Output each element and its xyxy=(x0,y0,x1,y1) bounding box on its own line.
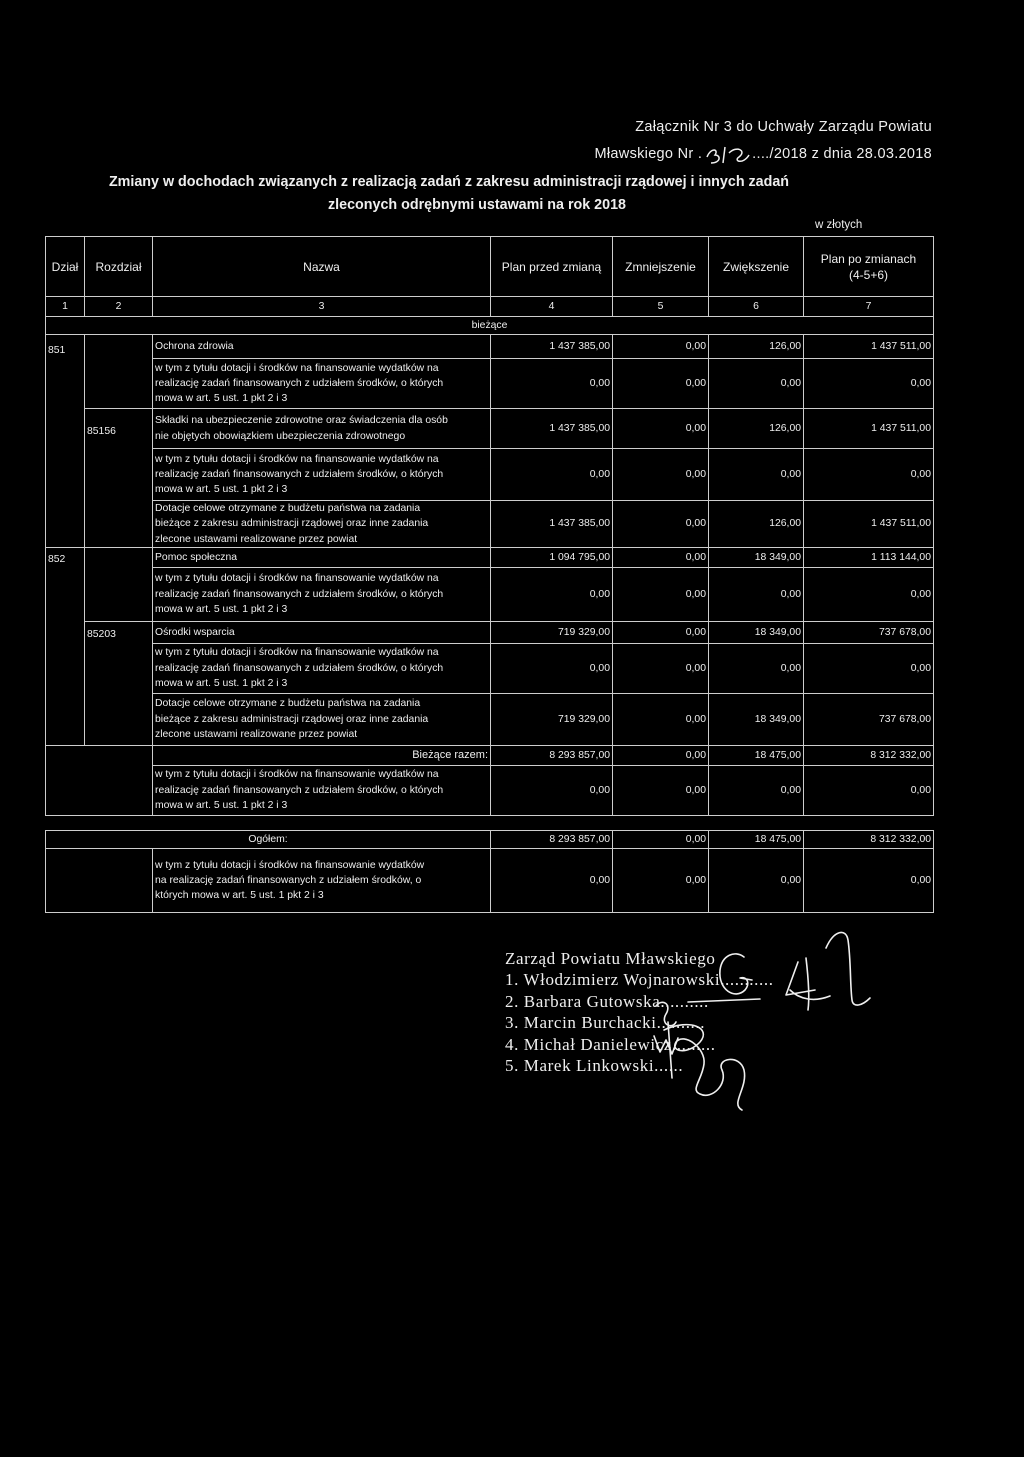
cell-zwiekszenie: 18 349,00 xyxy=(709,621,804,643)
cell-zwiekszenie: 18 475,00 xyxy=(709,831,804,849)
cell-plan-po: 8 312 332,00 xyxy=(804,831,934,849)
cell-zmniejszenie: 0,00 xyxy=(613,621,709,643)
cell-plan-po: 0,00 xyxy=(804,449,934,501)
title-line-1: Zmiany w dochodach związanych z realizacją zadań z zakresu administracji rządowej i innych zadań xyxy=(108,174,790,190)
cell-plan-przed: 1 094 795,00 xyxy=(491,547,613,567)
header-dzial: Dział xyxy=(46,237,85,297)
cell-zwiekszenie: 0,00 xyxy=(709,359,804,409)
cell-plan-przed: 719 329,00 xyxy=(491,693,613,745)
cell-rozdzial xyxy=(85,335,153,409)
cell-plan-przed: 0,00 xyxy=(491,359,613,409)
cell-plan-po: 1 437 511,00 xyxy=(804,335,934,359)
cell-nazwa: Dotacje celowe otrzymane z budżetu państwa na zadania bieżące z zakresu administracji rządowej oraz inne zadania zlecone ustawami realizowane przez powiat xyxy=(153,693,491,745)
cell-empty xyxy=(46,849,153,913)
column-number: 4 xyxy=(491,297,613,317)
cell-zmniejszenie: 0,00 xyxy=(613,745,709,765)
cell-zwiekszenie: 18 349,00 xyxy=(709,693,804,745)
section-label: bieżące xyxy=(46,317,934,335)
grand-total-row xyxy=(46,831,934,849)
cell-zwiekszenie: 0,00 xyxy=(709,643,804,693)
cell-zwiekszenie: 0,00 xyxy=(709,765,804,815)
table-row xyxy=(46,567,934,621)
cell-nazwa: w tym z tytułu dotacji i środków na finansowanie wydatków na realizację zadań finansowanych z udziałem środków, o których mowa w art. 5 ust. 1 pkt 2 i 3 xyxy=(153,643,491,693)
column-numbers-row xyxy=(46,297,934,317)
cell-dzial: 851 xyxy=(46,335,85,548)
table-row xyxy=(46,621,934,643)
cell-plan-po: 0,00 xyxy=(804,567,934,621)
cell-plan-przed: 0,00 xyxy=(491,849,613,913)
cell-plan-przed: 0,00 xyxy=(491,765,613,815)
table-row xyxy=(46,359,934,409)
cell-zwiekszenie: 0,00 xyxy=(709,449,804,501)
cell-nazwa: Dotacje celowe otrzymane z budżetu państwa na zadania bieżące z zakresu administracji rządowej oraz inne zadania zlecone ustawami realizowane przez powiat xyxy=(153,501,491,548)
cell-plan-przed: 0,00 xyxy=(491,643,613,693)
column-number: 1 xyxy=(46,297,85,317)
table-row xyxy=(46,409,934,449)
cell-plan-przed: 8 293 857,00 xyxy=(491,831,613,849)
subtotal-row xyxy=(46,745,934,765)
header-line-2 xyxy=(595,143,932,165)
column-number: 2 xyxy=(85,297,153,317)
signatures-block xyxy=(505,948,774,1076)
table-row xyxy=(46,849,934,913)
cell-nazwa: w tym z tytułu dotacji i środków na finansowanie wydatków na realizację zadań finansowanych z udziałem środków, o których mowa w art. 5 ust. 1 pkt 2 i 3 xyxy=(153,567,491,621)
cell-nazwa: Składki na ubezpieczenie zdrowotne oraz świadczenia dla osób nie objętych obowiązkiem ubezpieczenia zdrowotnego xyxy=(153,409,491,449)
cell-zmniejszenie: 0,00 xyxy=(613,693,709,745)
cell-zmniejszenie: 0,00 xyxy=(613,567,709,621)
signature-member: 5. Marek Linkowski...... xyxy=(505,1056,684,1076)
cell-plan-przed: 719 329,00 xyxy=(491,621,613,643)
table-row xyxy=(46,335,934,359)
cell-plan-po: 0,00 xyxy=(804,849,934,913)
header-plan-przed: Plan przed zmianą xyxy=(491,237,613,297)
handwritten-resolution-number xyxy=(703,143,751,165)
table-row xyxy=(46,449,934,501)
cell-plan-przed: 1 437 385,00 xyxy=(491,501,613,548)
column-number: 7 xyxy=(804,297,934,317)
cell-plan-po: 1 437 511,00 xyxy=(804,409,934,449)
cell-nazwa: w tym z tytułu dotacji i środków na finansowanie wydatków na realizację zadań finansowanych z udziałem środków, o których mowa w art. 5 ust. 1 pkt 2 i 3 xyxy=(153,449,491,501)
signature-member: 4. Michał Danielewicz......... xyxy=(505,1034,716,1054)
cell-plan-przed: 1 437 385,00 xyxy=(491,335,613,359)
grand-total-label: Ogółem: xyxy=(46,831,491,849)
header-line-2-prefix: Mławskiego Nr . xyxy=(594,145,703,162)
cell-zwiekszenie: 126,00 xyxy=(709,335,804,359)
cell-plan-przed: 0,00 xyxy=(491,567,613,621)
cell-plan-po: 8 312 332,00 xyxy=(804,745,934,765)
cell-zwiekszenie: 126,00 xyxy=(709,409,804,449)
cell-rozdzial: 85203 xyxy=(85,621,153,745)
header-rozdzial: Rozdział xyxy=(85,237,153,297)
signature-member: 3. Marcin Burchacki.......... xyxy=(505,1013,706,1033)
cell-nazwa: Ochrona zdrowia xyxy=(153,335,491,359)
cell-nazwa: Pomoc społeczna xyxy=(153,547,491,567)
cell-zmniejszenie: 0,00 xyxy=(613,547,709,567)
signature-member: 2. Barbara Gutowska.......... xyxy=(505,991,709,1011)
cell-zmniejszenie: 0,00 xyxy=(613,335,709,359)
unit-label: w złotych xyxy=(815,219,863,231)
cell-zwiekszenie: 0,00 xyxy=(709,567,804,621)
cell-zmniejszenie: 0,00 xyxy=(613,765,709,815)
header-line-2-suffix: ..../2018 z dnia 28.03.2018 xyxy=(752,145,932,162)
cell-rozdzial: 85156 xyxy=(85,409,153,548)
column-number: 5 xyxy=(613,297,709,317)
cell-nazwa: w tym z tytułu dotacji i środków na finansowanie wydatków na realizację zadań finansowanych z udziałem środków, o których mowa w art. 5 ust. 1 pkt 2 i 3 xyxy=(153,765,491,815)
cell-nazwa: w tym z tytułu dotacji i środków na finansowanie wydatków na realizację zadań finansowanych z udziałem środków, o których mowa w art. 5 ust. 1 pkt 2 i 3 xyxy=(153,849,491,913)
section-row xyxy=(46,317,934,335)
signature-member: 1. Włodzimierz Wojnarowski........... xyxy=(505,970,774,990)
title-line-2: zleconych odrębnymi ustawami na rok 2018 xyxy=(328,197,626,213)
cell-zmniejszenie: 0,00 xyxy=(613,359,709,409)
cell-dzial: 852 xyxy=(46,547,85,745)
header-zwiekszenie: Zwiększenie xyxy=(709,237,804,297)
table-header-row xyxy=(46,237,934,297)
header-zmniejszenie: Zmniejszenie xyxy=(613,237,709,297)
header-plan-po: Plan po zmianach (4-5+6) xyxy=(804,237,934,297)
cell-zmniejszenie: 0,00 xyxy=(613,849,709,913)
cell-plan-przed: 8 293 857,00 xyxy=(491,745,613,765)
cell-plan-po: 0,00 xyxy=(804,359,934,409)
column-number: 6 xyxy=(709,297,804,317)
table-row xyxy=(46,501,934,548)
cell-rozdzial xyxy=(85,547,153,621)
header-nazwa: Nazwa xyxy=(153,237,491,297)
cell-zmniejszenie: 0,00 xyxy=(613,643,709,693)
cell-plan-po: 737 678,00 xyxy=(804,621,934,643)
cell-zwiekszenie: 0,00 xyxy=(709,849,804,913)
cell-plan-przed: 1 437 385,00 xyxy=(491,409,613,449)
cell-zmniejszenie: 0,00 xyxy=(613,449,709,501)
header-line-1: Załącznik Nr 3 do Uchwały Zarządu Powiatu xyxy=(635,119,932,135)
cell-zwiekszenie: 18 349,00 xyxy=(709,547,804,567)
cell-zwiekszenie: 18 475,00 xyxy=(709,745,804,765)
cell-zmniejszenie: 0,00 xyxy=(613,409,709,449)
cell-plan-po: 0,00 xyxy=(804,643,934,693)
grand-total-table xyxy=(45,830,934,913)
cell-plan-po: 737 678,00 xyxy=(804,693,934,745)
subtotal-label: Bieżące razem: xyxy=(153,745,491,765)
column-number: 3 xyxy=(153,297,491,317)
cell-plan-po: 1 113 144,00 xyxy=(804,547,934,567)
cell-zmniejszenie: 0,00 xyxy=(613,501,709,548)
cell-plan-przed: 0,00 xyxy=(491,449,613,501)
cell-zmniejszenie: 0,00 xyxy=(613,831,709,849)
cell-plan-po: 0,00 xyxy=(804,765,934,815)
cell-plan-po: 1 437 511,00 xyxy=(804,501,934,548)
cell-nazwa: w tym z tytułu dotacji i środków na finansowanie wydatków na realizację zadań finansowanych z udziałem środków, o których mowa w art. 5 ust. 1 pkt 2 i 3 xyxy=(153,359,491,409)
table-row xyxy=(46,643,934,693)
cell-empty xyxy=(46,745,153,815)
table-row xyxy=(46,765,934,815)
budget-changes-table xyxy=(45,236,934,816)
cell-nazwa: Ośrodki wsparcia xyxy=(153,621,491,643)
cell-zwiekszenie: 126,00 xyxy=(709,501,804,548)
table-row xyxy=(46,547,934,567)
table-row xyxy=(46,693,934,745)
signatures-heading: Zarząd Powiatu Mławskiego xyxy=(505,949,716,968)
